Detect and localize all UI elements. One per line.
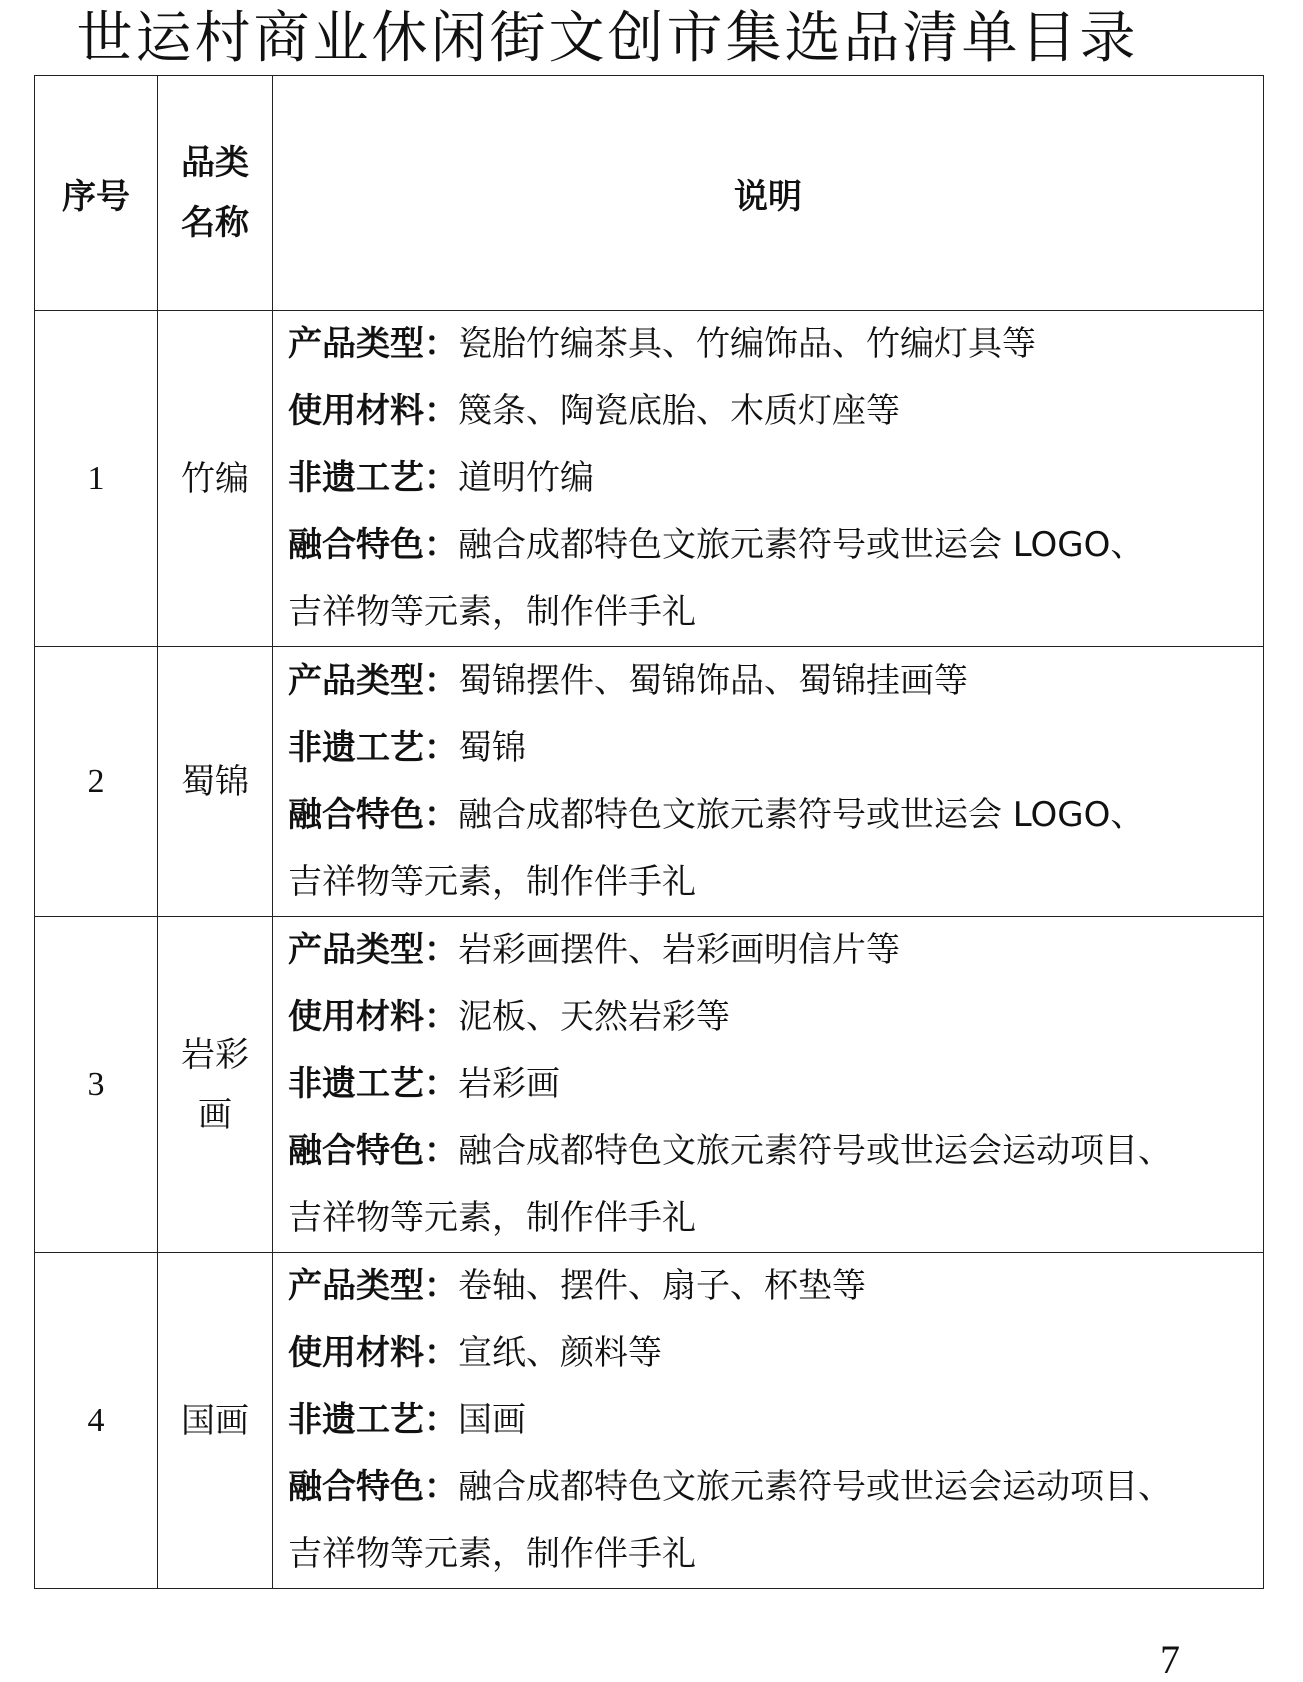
desc-text: 宣纸、颜料等 <box>458 1333 662 1373</box>
header-description: 说明 <box>273 76 1264 311</box>
desc-line <box>288 1051 1251 1118</box>
table-row <box>35 311 1264 647</box>
desc-line <box>288 917 1251 984</box>
desc-line <box>288 1253 1251 1320</box>
header-seq: 序号 <box>35 76 158 311</box>
desc-text: 吉祥物等元素，制作伴手礼 <box>288 592 696 632</box>
desc-text: 蜀锦摆件、蜀锦饰品、蜀锦挂画等 <box>458 660 968 701</box>
desc-label: 使用材料： <box>288 391 458 431</box>
category-line: 竹编 <box>181 458 249 499</box>
desc-text: 道明竹编 <box>458 458 594 498</box>
desc-label: 使用材料： <box>288 997 458 1037</box>
desc-line <box>288 311 1251 378</box>
desc-text: 岩彩画 <box>458 1064 560 1104</box>
seq-cell: 4 <box>35 1253 158 1589</box>
desc-line <box>288 782 1251 849</box>
page-number: 7 <box>1160 1637 1180 1682</box>
desc-text: 岩彩画摆件、岩彩画明信片等 <box>458 930 900 970</box>
desc-label: 融合特色： <box>288 794 458 835</box>
desc-line <box>288 648 1251 715</box>
desc-label: 融合特色： <box>288 525 458 565</box>
desc-line <box>288 512 1251 579</box>
desc-label: 融合特色： <box>288 1467 458 1507</box>
category-line: 国画 <box>181 1400 249 1441</box>
header-category-line: 名称 <box>181 203 249 243</box>
desc-text: 篾条、陶瓷底胎、木质灯座等 <box>458 391 900 431</box>
category-cell <box>158 917 273 1253</box>
desc-label: 非遗工艺： <box>288 727 458 768</box>
desc-label: 使用材料： <box>288 1333 458 1373</box>
desc-line <box>288 984 1251 1051</box>
category-cell <box>158 311 273 647</box>
category-line: 画 <box>198 1094 232 1135</box>
desc-line <box>288 1320 1251 1387</box>
desc-label: 融合特色： <box>288 1131 458 1171</box>
seq-cell: 2 <box>35 647 158 917</box>
desc-line <box>288 579 1251 646</box>
desc-line <box>288 445 1251 512</box>
desc-text: 融合成都特色文旅元素符号或世运会 LOGO、 <box>458 794 1145 835</box>
desc-text: 卷轴、摆件、扇子、杯垫等 <box>458 1266 866 1306</box>
description-cell <box>273 311 1264 647</box>
desc-label: 非遗工艺： <box>288 1400 458 1440</box>
desc-text: 瓷胎竹编茶具、竹编饰品、竹编灯具等 <box>458 324 1036 364</box>
desc-label: 产品类型： <box>288 324 458 364</box>
description-cell <box>273 647 1264 917</box>
category-cell <box>158 647 273 917</box>
table-header-row <box>35 76 1264 311</box>
desc-text: 吉祥物等元素，制作伴手礼 <box>288 861 696 902</box>
page-title: 世运村商业休闲街文创市集选品清单目录 <box>76 6 1139 71</box>
desc-text: 泥板、天然岩彩等 <box>458 997 730 1037</box>
category-line: 蜀锦 <box>181 761 249 802</box>
header-category-line: 品类 <box>181 143 249 183</box>
desc-label: 产品类型： <box>288 930 458 970</box>
desc-line <box>288 1185 1251 1252</box>
category-line: 岩彩 <box>181 1034 249 1075</box>
seq-cell: 3 <box>35 917 158 1253</box>
desc-text: 吉祥物等元素，制作伴手礼 <box>288 1198 696 1238</box>
seq-cell: 1 <box>35 311 158 647</box>
desc-line <box>288 1521 1251 1588</box>
table-row <box>35 647 1264 917</box>
desc-text: 吉祥物等元素，制作伴手礼 <box>288 1534 696 1574</box>
desc-line <box>288 378 1251 445</box>
desc-label: 非遗工艺： <box>288 458 458 498</box>
desc-line <box>288 1387 1251 1454</box>
table-row <box>35 917 1264 1253</box>
desc-line <box>288 715 1251 782</box>
desc-text: 融合成都特色文旅元素符号或世运会运动项目、 <box>458 1467 1172 1507</box>
desc-line <box>288 1118 1251 1185</box>
catalog-table <box>34 75 1264 1589</box>
table-row <box>35 1253 1264 1589</box>
description-cell <box>273 917 1264 1253</box>
desc-label: 非遗工艺： <box>288 1064 458 1104</box>
desc-text: 融合成都特色文旅元素符号或世运会运动项目、 <box>458 1131 1172 1171</box>
description-cell <box>273 1253 1264 1589</box>
desc-text: 国画 <box>458 1400 526 1440</box>
desc-text: 融合成都特色文旅元素符号或世运会 LOGO、 <box>458 525 1145 565</box>
desc-line <box>288 849 1251 916</box>
category-cell <box>158 1253 273 1589</box>
desc-label: 产品类型： <box>288 1266 458 1306</box>
desc-line <box>288 1454 1251 1521</box>
desc-label: 产品类型： <box>288 660 458 701</box>
desc-text: 蜀锦 <box>458 727 526 768</box>
header-category <box>158 76 273 311</box>
